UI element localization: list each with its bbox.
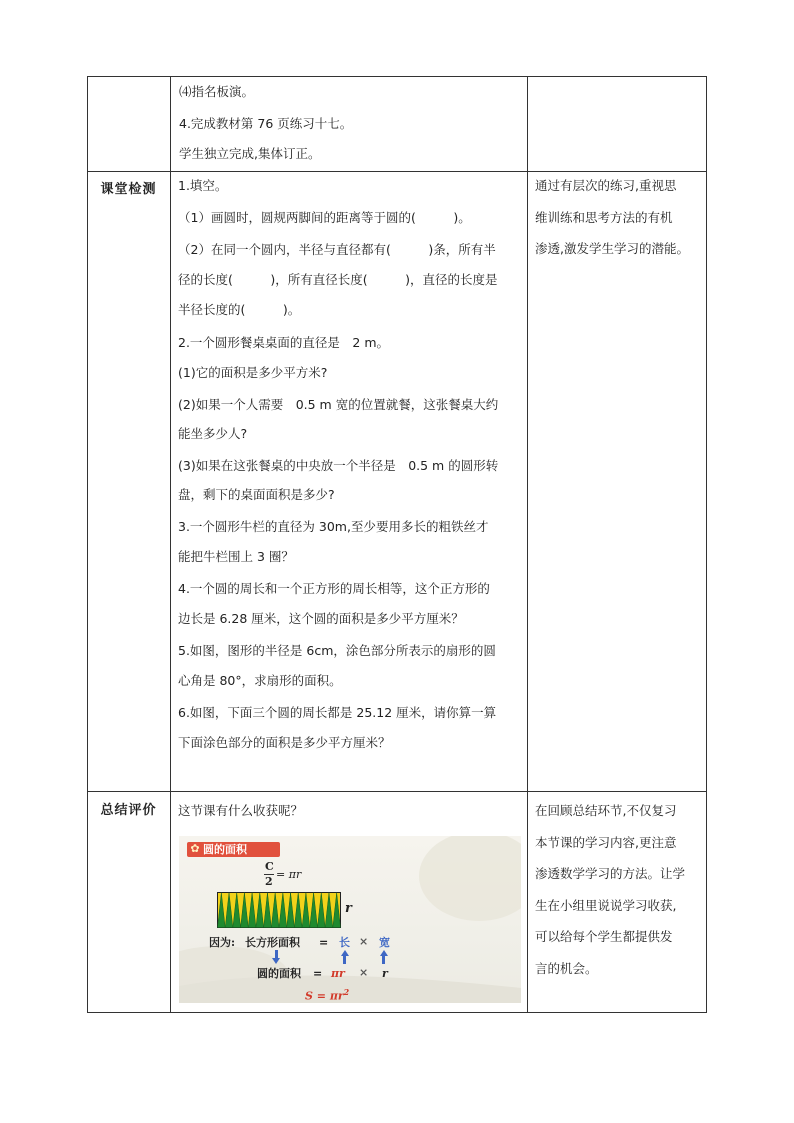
row-header-classroom-test: 课堂检测 (100, 182, 157, 197)
down-arrow-icon (272, 958, 280, 964)
text-line: (3)如果在这张餐桌的中央放一个半径是 0.5 m 的圆形转 (178, 458, 499, 473)
because-label: 因为: (209, 936, 236, 949)
final-formula (305, 986, 349, 1003)
text-line: 径的长度( )，所有直径长度( )，直径的长度是 (178, 272, 498, 287)
top-equation: = πr (276, 868, 302, 881)
row2-notes (535, 178, 705, 257)
text-line: (1)它的面积是多少平方米? (178, 365, 328, 380)
note-line: 渗透,激发学生学习的潜能。 (535, 241, 689, 256)
flower-icon: ✿ (190, 842, 200, 855)
text-line: (2)如果一个人需要 0.5 m 宽的位置就餐，这张餐桌大约 (178, 397, 499, 412)
text-line: （2）在同一个圆内，半径与直径都有( )条，所有半 (178, 242, 496, 257)
note-line: 通过有层次的练习,重视思 (535, 178, 677, 193)
text-line: 2.一个圆形餐桌桌面的直径是 2 m。 (178, 335, 390, 350)
rect-area-label: 长方形面积 (245, 936, 300, 949)
text-line: （1）画圆时，圆规两脚间的距离等于圆的( )。 (178, 210, 471, 225)
text-line: 半径长度的( )。 (178, 302, 301, 317)
width-label: 宽 (379, 936, 390, 949)
text-line: 6.如图，下面三个圆的周长都是 25.12 厘米，请你算一算 (178, 705, 497, 720)
text-line: 1.填空。 (178, 178, 228, 193)
row3-notes (535, 803, 705, 977)
equals-sign: = (313, 967, 323, 980)
times-sign: × (359, 966, 369, 979)
arrow-stem (382, 956, 385, 964)
row-header-summary: 总结评价 (100, 803, 157, 818)
text-line: 这节课有什么收获呢？ (178, 803, 304, 818)
text-line: ⑷指名板演。 (179, 84, 255, 99)
text-line: 3.一个圆形牛栏的直径为 30m,至少要用多长的粗铁丝才 (178, 519, 489, 534)
fraction-numerator: C (265, 860, 274, 873)
arrow-stem (343, 956, 346, 964)
note-line: 可以给每个学生都提供发 (535, 929, 673, 944)
text-line: 5.如图，图形的半径是 6cm，涂色部分所表示的扇形的圆 (178, 643, 496, 658)
column-divider (527, 76, 528, 1013)
circle-area-figure (179, 836, 521, 1003)
text-line: 心角是 80°，求扇形的面积。 (178, 673, 342, 688)
row-divider (87, 171, 707, 172)
note-line: 维训练和思考方法的有机 (535, 210, 673, 225)
row1-content (179, 84, 524, 162)
text-line: 4.完成教材第 76 页练习十七。 (179, 116, 353, 131)
note-line: 渗透数学学习的方法。让学 (535, 866, 686, 881)
note-line: 在回顾总结环节,不仅复习 (535, 803, 677, 818)
circle-area-label: 圆的面积 (257, 967, 301, 980)
note-line: 言的机会。 (535, 961, 598, 976)
note-line: 生在小组里说说学习收获, (535, 898, 677, 913)
pi-r-label: πr (331, 967, 345, 980)
text-line: 下面涂色部分的面积是多少平方厘米？ (178, 735, 391, 750)
text-line: 边长是 6.28 厘米，这个圆的面积是多少平方厘米？ (178, 611, 464, 626)
exponent: 2 (343, 987, 350, 997)
r-factor-label: r (382, 967, 388, 980)
row3-content (178, 803, 526, 819)
fraction-denominator: 2 (265, 875, 273, 888)
row2-content (178, 178, 526, 751)
text-line: 能把牛栏围上 3 圈？ (178, 549, 294, 564)
arrow-stem (275, 950, 278, 958)
equals-sign: = (319, 936, 329, 949)
r-label: r (345, 901, 352, 916)
triangle-rectangle (217, 892, 341, 928)
times-sign: × (359, 935, 369, 948)
figure-title: 圆的面积 (203, 843, 247, 856)
text-line: 学生独立完成,集体订正。 (179, 146, 321, 161)
text-line: 4.一个圆的周长和一个正方形的周长相等，这个正方形的 (178, 581, 490, 596)
figure-title-badge (187, 842, 280, 857)
row-divider (87, 791, 707, 792)
note-line: 本节课的学习内容,更注意 (535, 835, 677, 850)
text-line: 能坐多少人? (178, 426, 248, 441)
column-divider (170, 76, 171, 1013)
final-formula-text: S = πr (305, 989, 344, 1003)
text-line: 盘，剩下的桌面面积是多少? (178, 487, 335, 502)
length-label: 长 (339, 936, 350, 949)
